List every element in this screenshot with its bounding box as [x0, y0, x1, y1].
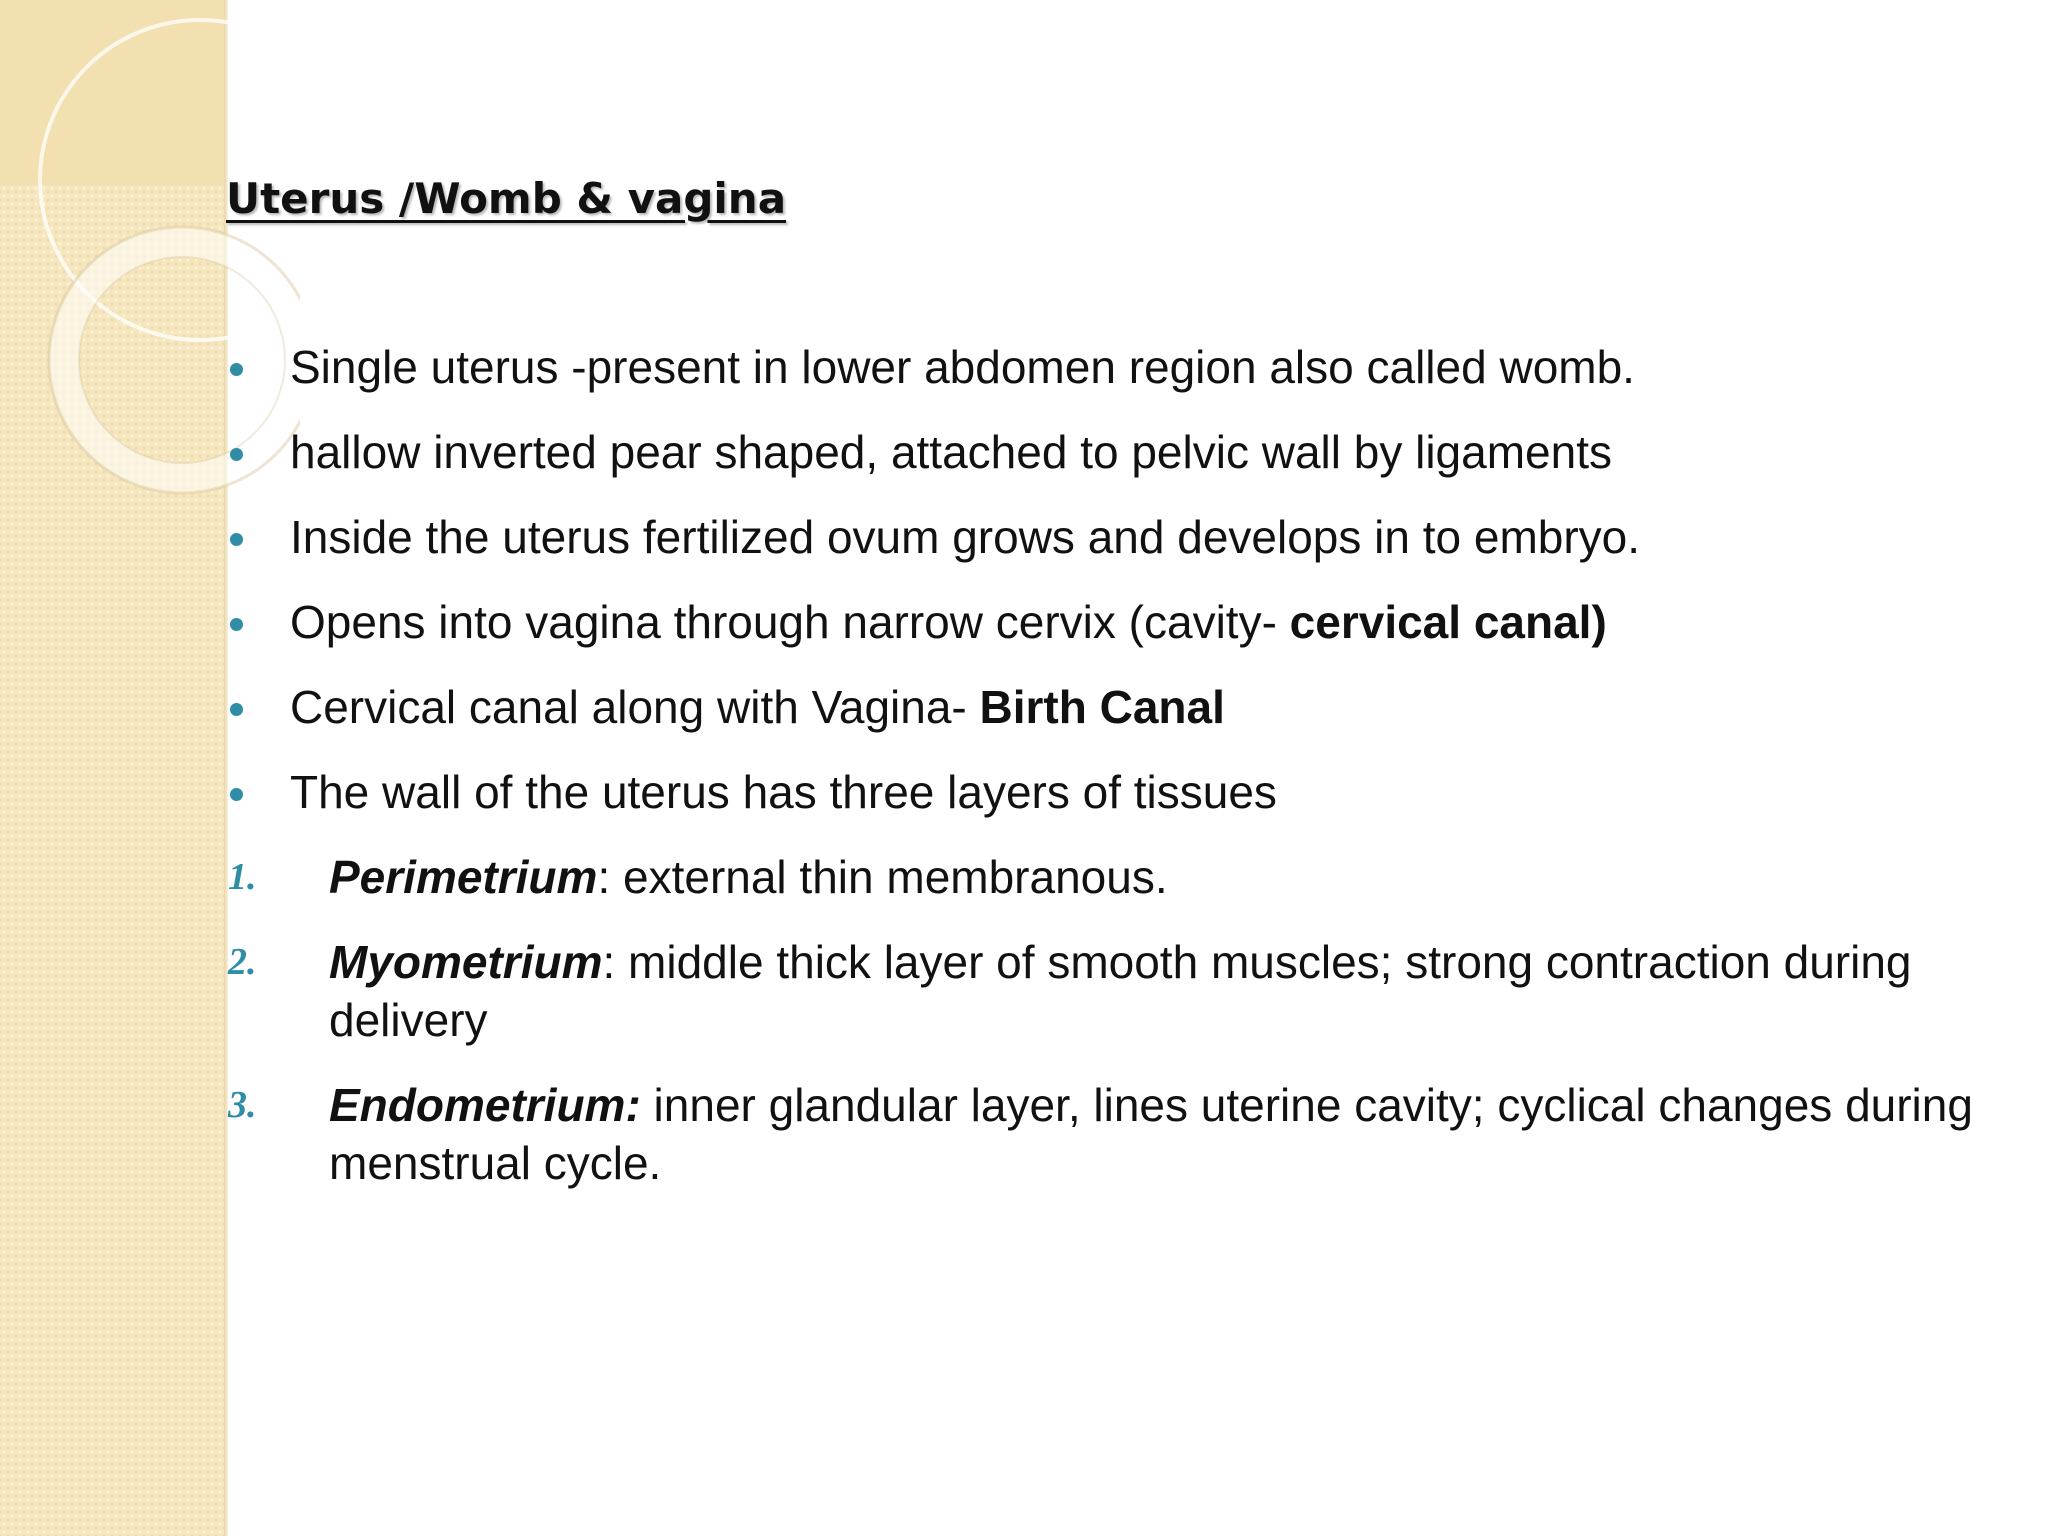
bullet-dot-icon [230, 363, 243, 376]
layer-description: : middle thick layer of smooth muscles; strong contraction during delivery [329, 936, 1912, 1046]
bullet-text: hallow inverted pear shaped, attached to pelvic wall by ligaments [290, 426, 1612, 478]
layer-item [224, 848, 2024, 906]
bullet-list [224, 338, 2024, 821]
layer-term: Endometrium: [329, 1079, 641, 1131]
layer-term: Myometrium [329, 936, 603, 988]
slide-title: Uterus /Womb & vagina [226, 174, 787, 223]
list-number: 1. [228, 856, 257, 898]
bullet-bold-text: Birth Canal [979, 681, 1225, 733]
bullet-dot-icon [230, 788, 243, 801]
layer-item [224, 933, 2024, 1049]
slide-content [224, 338, 2024, 1219]
bullet-bold-text: cervical canal) [1289, 596, 1607, 648]
bullet-item [224, 763, 2024, 821]
bullet-item [224, 508, 2024, 566]
bullet-item [224, 593, 2024, 651]
bullet-text: Cervical canal along with Vagina- [290, 681, 980, 733]
list-number: 3. [228, 1084, 257, 1126]
layer-item [224, 1076, 2024, 1192]
bullet-item [224, 678, 2024, 736]
bullet-dot-icon [230, 703, 243, 716]
layer-description: inner glandular layer, lines uterine cavity; cyclical changes during menstrual cycle. [329, 1079, 1973, 1189]
bullet-text: Inside the uterus fertilized ovum grows and develops in to embryo. [290, 511, 1641, 563]
bullet-item [224, 423, 2024, 481]
layer-term: Perimetrium [329, 851, 598, 903]
layer-description: : external thin membranous. [597, 851, 1168, 903]
list-number: 2. [228, 941, 257, 983]
bullet-text: Opens into vagina through narrow cervix (cavity- [290, 596, 1290, 648]
bullet-dot-icon [230, 533, 243, 546]
bullet-text: Single uterus -present in lower abdomen region also called womb. [290, 341, 1635, 393]
bullet-item [224, 338, 2024, 396]
bullet-dot-icon [230, 448, 243, 461]
bullet-dot-icon [230, 618, 243, 631]
layer-list [224, 848, 2024, 1192]
bullet-text: The wall of the uterus has three layers of tissues [290, 766, 1277, 818]
